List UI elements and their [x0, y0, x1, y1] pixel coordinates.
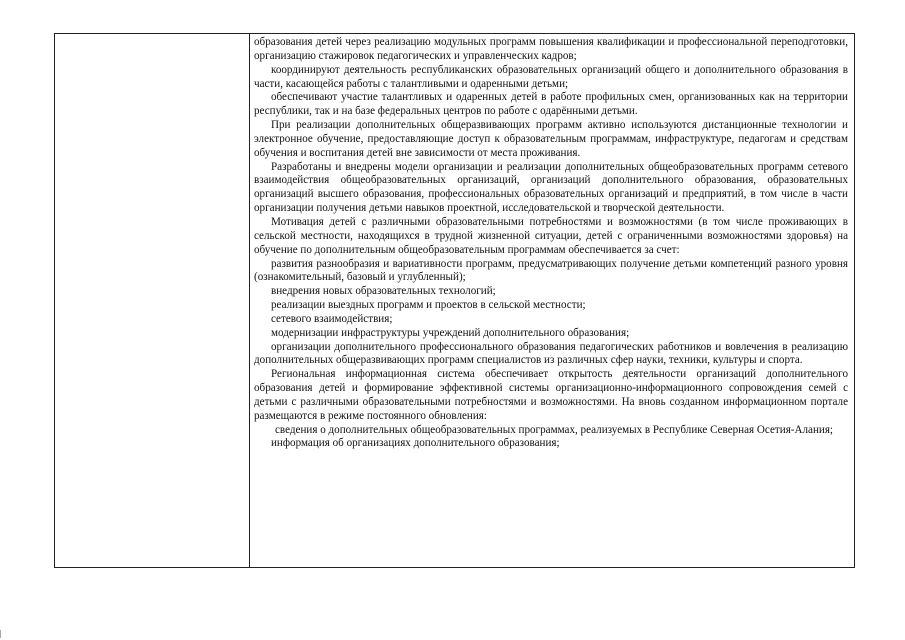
- paragraph: Разработаны и внедрены модели организации и реализации дополнительных общеобразовательных программ сетевого взаимодействия общеобразовательных организаций, организаций дополнительного образования, образовательных организаций высшего образования, профессиональных образовательных организаций и предприятий, в том числе в части организации получения детьми навыков проектной, исследовательской и творческой деятельности.: [254, 160, 848, 215]
- document-table: [54, 33, 855, 568]
- paragraph: образования детей через реализацию модульных программ повышения квалификации и профессиональной переподготовки, организацию стажировок педагогических и управленческих кадров;: [254, 36, 848, 62]
- list-item: реализации выездных программ и проектов в сельской местности;: [271, 299, 586, 312]
- list-item: внедрения новых образовательных технологий;: [271, 285, 496, 298]
- paragraph: координируют деятельность республиканских образовательных организаций общего и дополнительного образования в части, касающейся работы с талантливыми и одаренными детьми;: [254, 63, 848, 90]
- list-item: сетевого взаимодействия;: [271, 312, 393, 325]
- paragraph: обеспечивают участие талантливых и одаренных детей в работе профильных смен, организованных как на территории республики, так и на базе федеральных центров по работе с одарёнными детьми.: [254, 91, 848, 118]
- list-item: сведения о дополнительных общеобразовательных программах, реализуемых в Республике Северная Осетия-Алания;: [275, 423, 834, 436]
- table-left-column: [55, 34, 250, 567]
- paragraph: Региональная информационная система обеспечивает открытость деятельности организаций дополнительного образования детей и формирование эффективной системы организационно-информационного сопровождения семей с детьми с различными образовательными потребностями и возможностями. На вновь созданном информационном портале размещаются в режиме постоянного обновления:: [254, 368, 848, 422]
- list-item: информация об организациях дополнительного образования;: [271, 437, 560, 450]
- scan-artifact: [0, 630, 1, 638]
- table-right-column: [250, 34, 854, 567]
- list-item: модернизации инфраструктуры учреждений дополнительного образования;: [271, 326, 630, 339]
- list-item: развития разнообразия и вариативности программ, предусматривающих получение детьми компетенций разного уровня (ознакомительный, базовый и углубленный);: [254, 257, 848, 284]
- paragraph: Мотивация детей с различными образовательными потребностями и возможностями (в том числе проживающих в сельской местности, находящихся в трудной жизненной ситуации, детей с ограниченными возможностями здоровья) на обучение по дополнительным общеобразовательным программам обеспечивается за счет:: [254, 215, 848, 256]
- paragraph: При реализации дополнительных общеразвивающих программ активно используются дистанционные технологии и электронное обучение, предоставляющие доступ к образовательным программам, инфраструктуре, педагогам и средствам обучения и воспитания детей вне зависимости от места проживания.: [254, 119, 848, 159]
- list-item: организации дополнительного профессионального образования педагогических работников и вовлечения в реализацию дополнительных общеразвивающих программ специалистов из различных сфер науки, техники, культуры и спорта.: [254, 340, 848, 367]
